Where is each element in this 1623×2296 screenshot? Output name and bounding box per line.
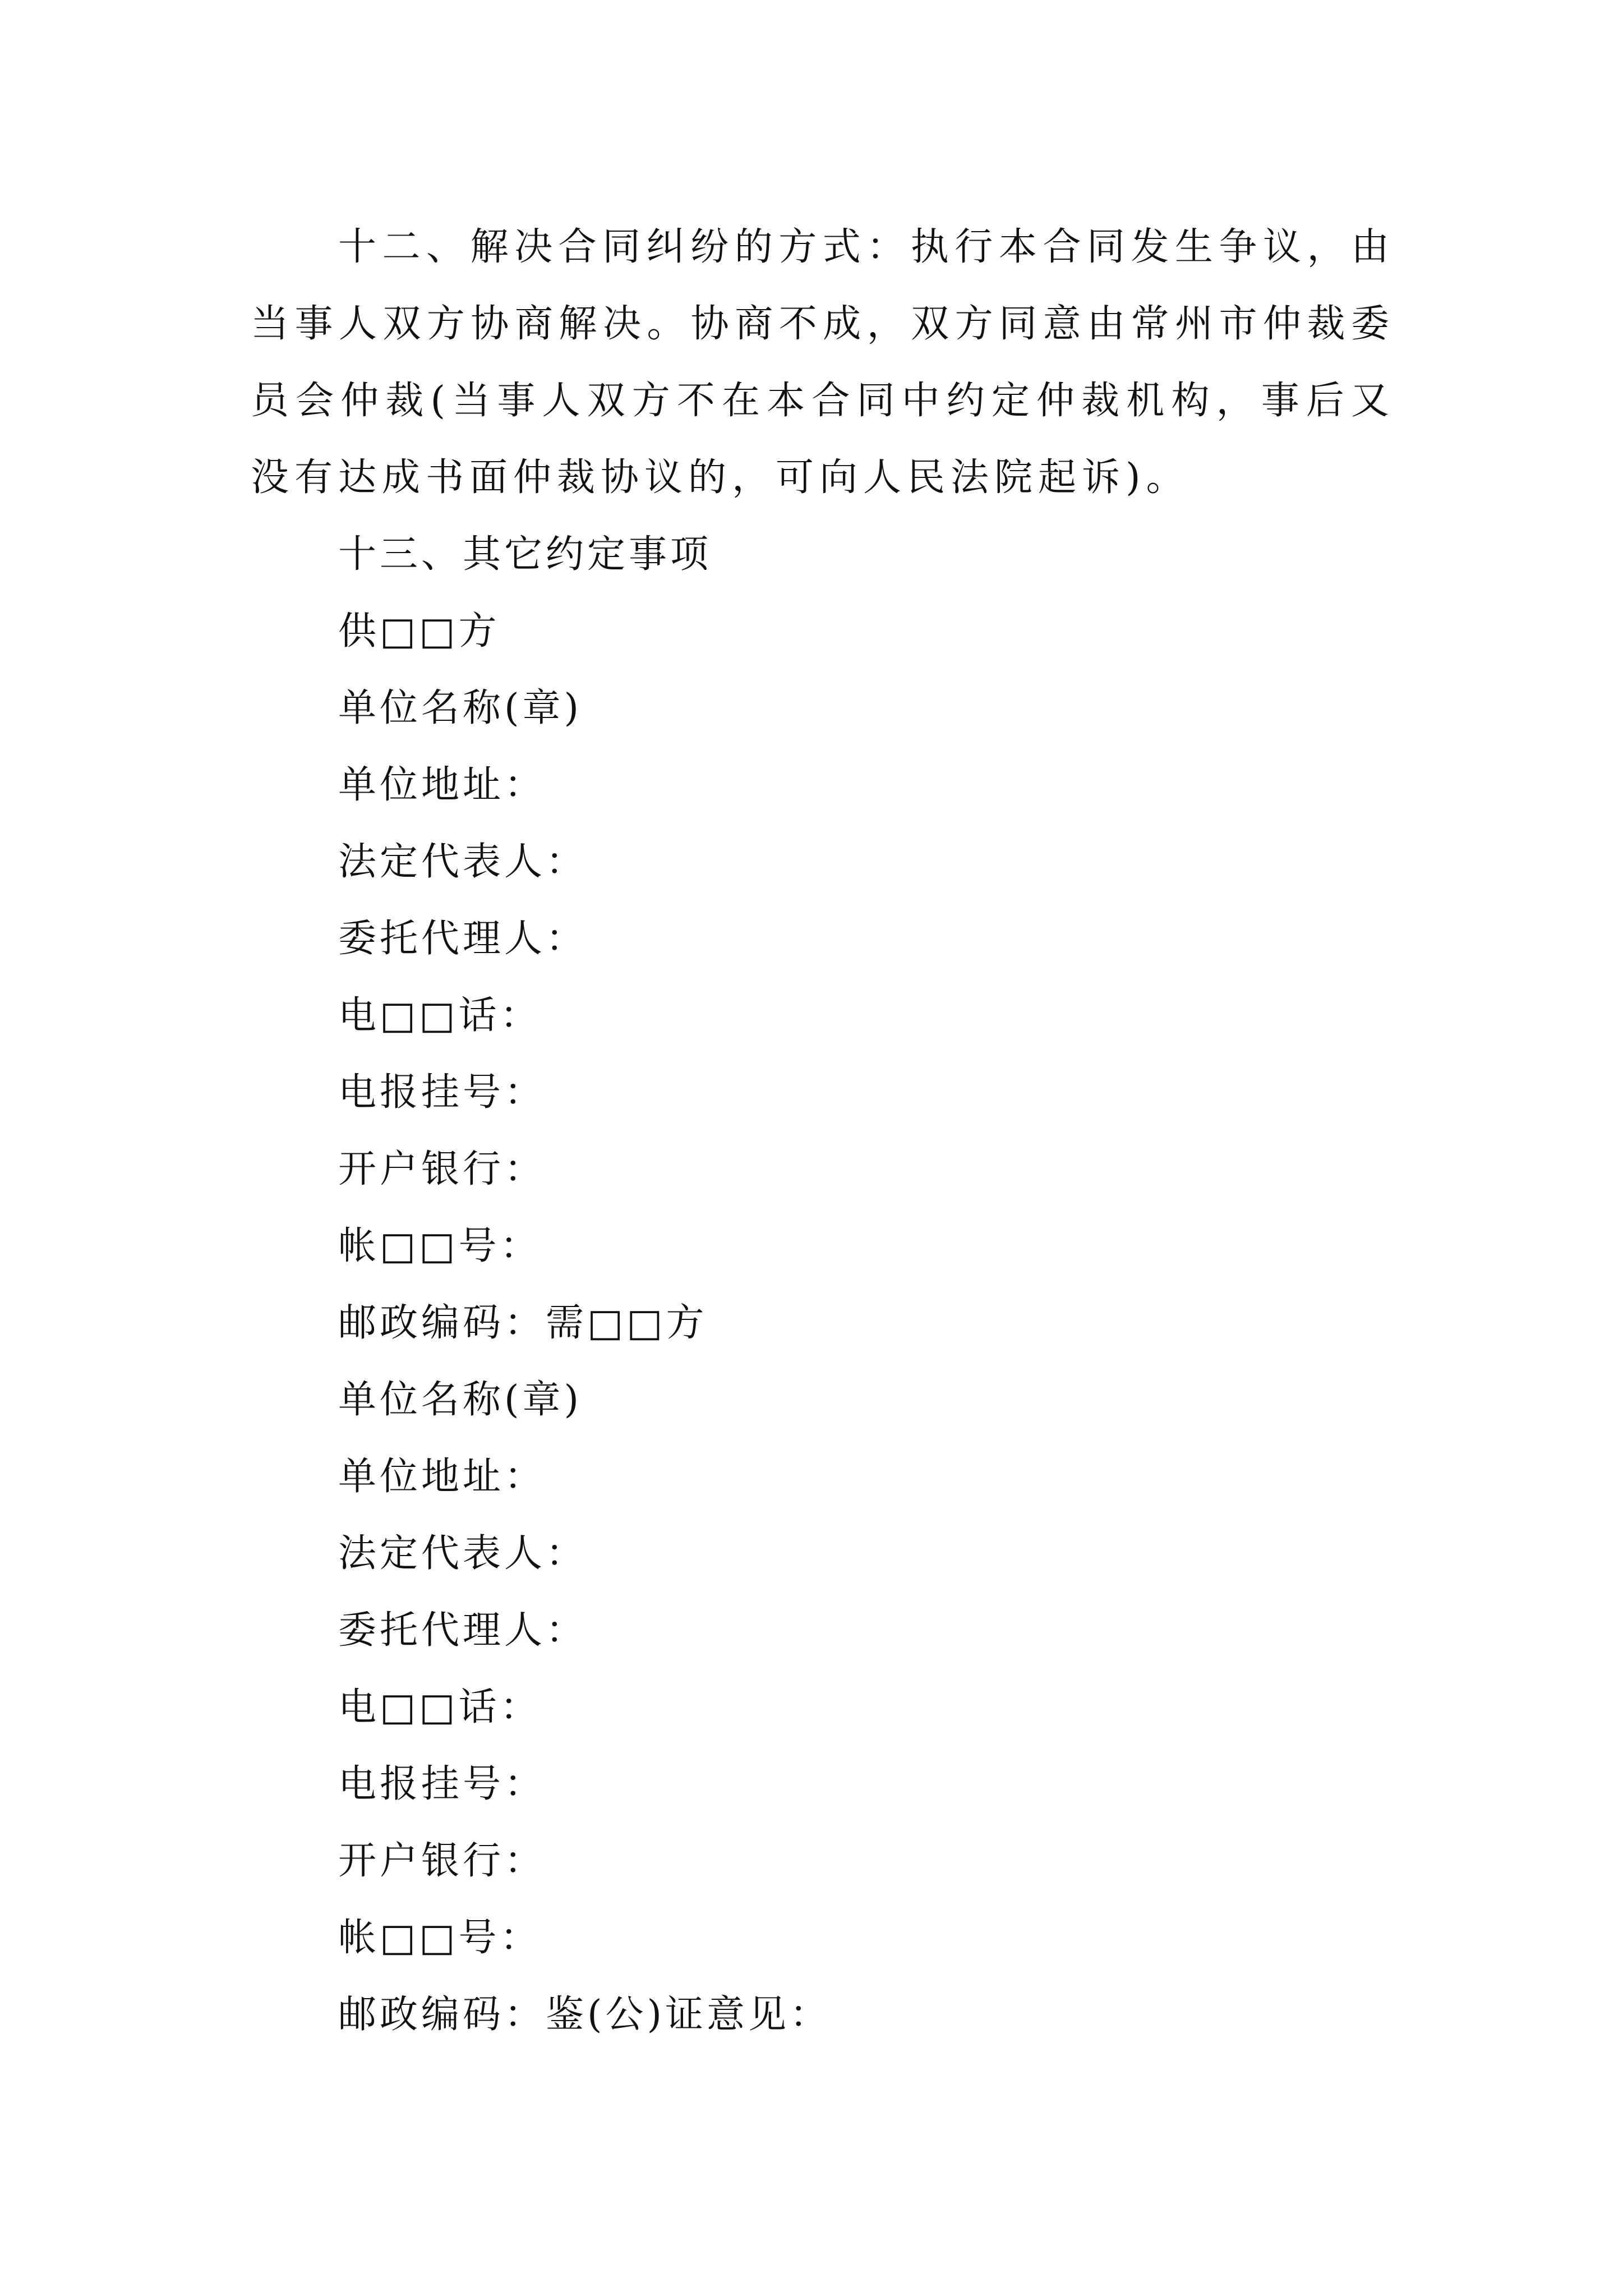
supplier-telegraph: 电报挂号： xyxy=(338,1070,546,1115)
buyer-unit-address: 单位地址： xyxy=(338,1455,546,1499)
buyer-phone: 电□□话： xyxy=(338,1685,542,1729)
buyer-telegraph: 电报挂号： xyxy=(338,1762,546,1806)
clause-12-dispute-resolution: 十二、解决合同纠纷的方式：执行本合同发生争议，由当事人双方协商解决。协商不成，双方同意由常州市仲裁委员会仲裁(当事人双方不在本合同中约定仲裁机构，事后又没有达成书面仲裁协议的，可向人民法院起诉)。 xyxy=(251,225,1395,500)
supplier-unit-name: 单位名称(章) xyxy=(338,686,583,730)
buyer-bank: 开户银行： xyxy=(338,1839,546,1883)
buyer-account: 帐□□号： xyxy=(338,1916,542,1960)
supplier-account: 帐□□号： xyxy=(338,1224,542,1268)
buyer-legal-rep: 法定代表人： xyxy=(338,1531,588,1576)
supplier-legal-rep: 法定代表人： xyxy=(338,840,588,884)
buyer-unit-name: 单位名称(章) xyxy=(338,1378,583,1422)
supplier-postcode-buyer-heading: 邮政编码：需□□方 xyxy=(338,1301,708,1345)
supplier-heading: 供□□方 xyxy=(338,609,500,654)
clause-13-other-terms: 十三、其它约定事项 xyxy=(338,532,712,577)
buyer-agent: 委托代理人： xyxy=(338,1608,588,1653)
supplier-agent: 委托代理人： xyxy=(338,917,588,961)
buyer-postcode-notary: 邮政编码：鉴(公)证意见： xyxy=(338,1993,832,2037)
supplier-bank: 开户银行： xyxy=(338,1147,546,1191)
supplier-phone: 电□□话： xyxy=(338,993,542,1038)
supplier-unit-address: 单位地址： xyxy=(338,763,546,807)
contract-text xyxy=(251,209,1395,2053)
